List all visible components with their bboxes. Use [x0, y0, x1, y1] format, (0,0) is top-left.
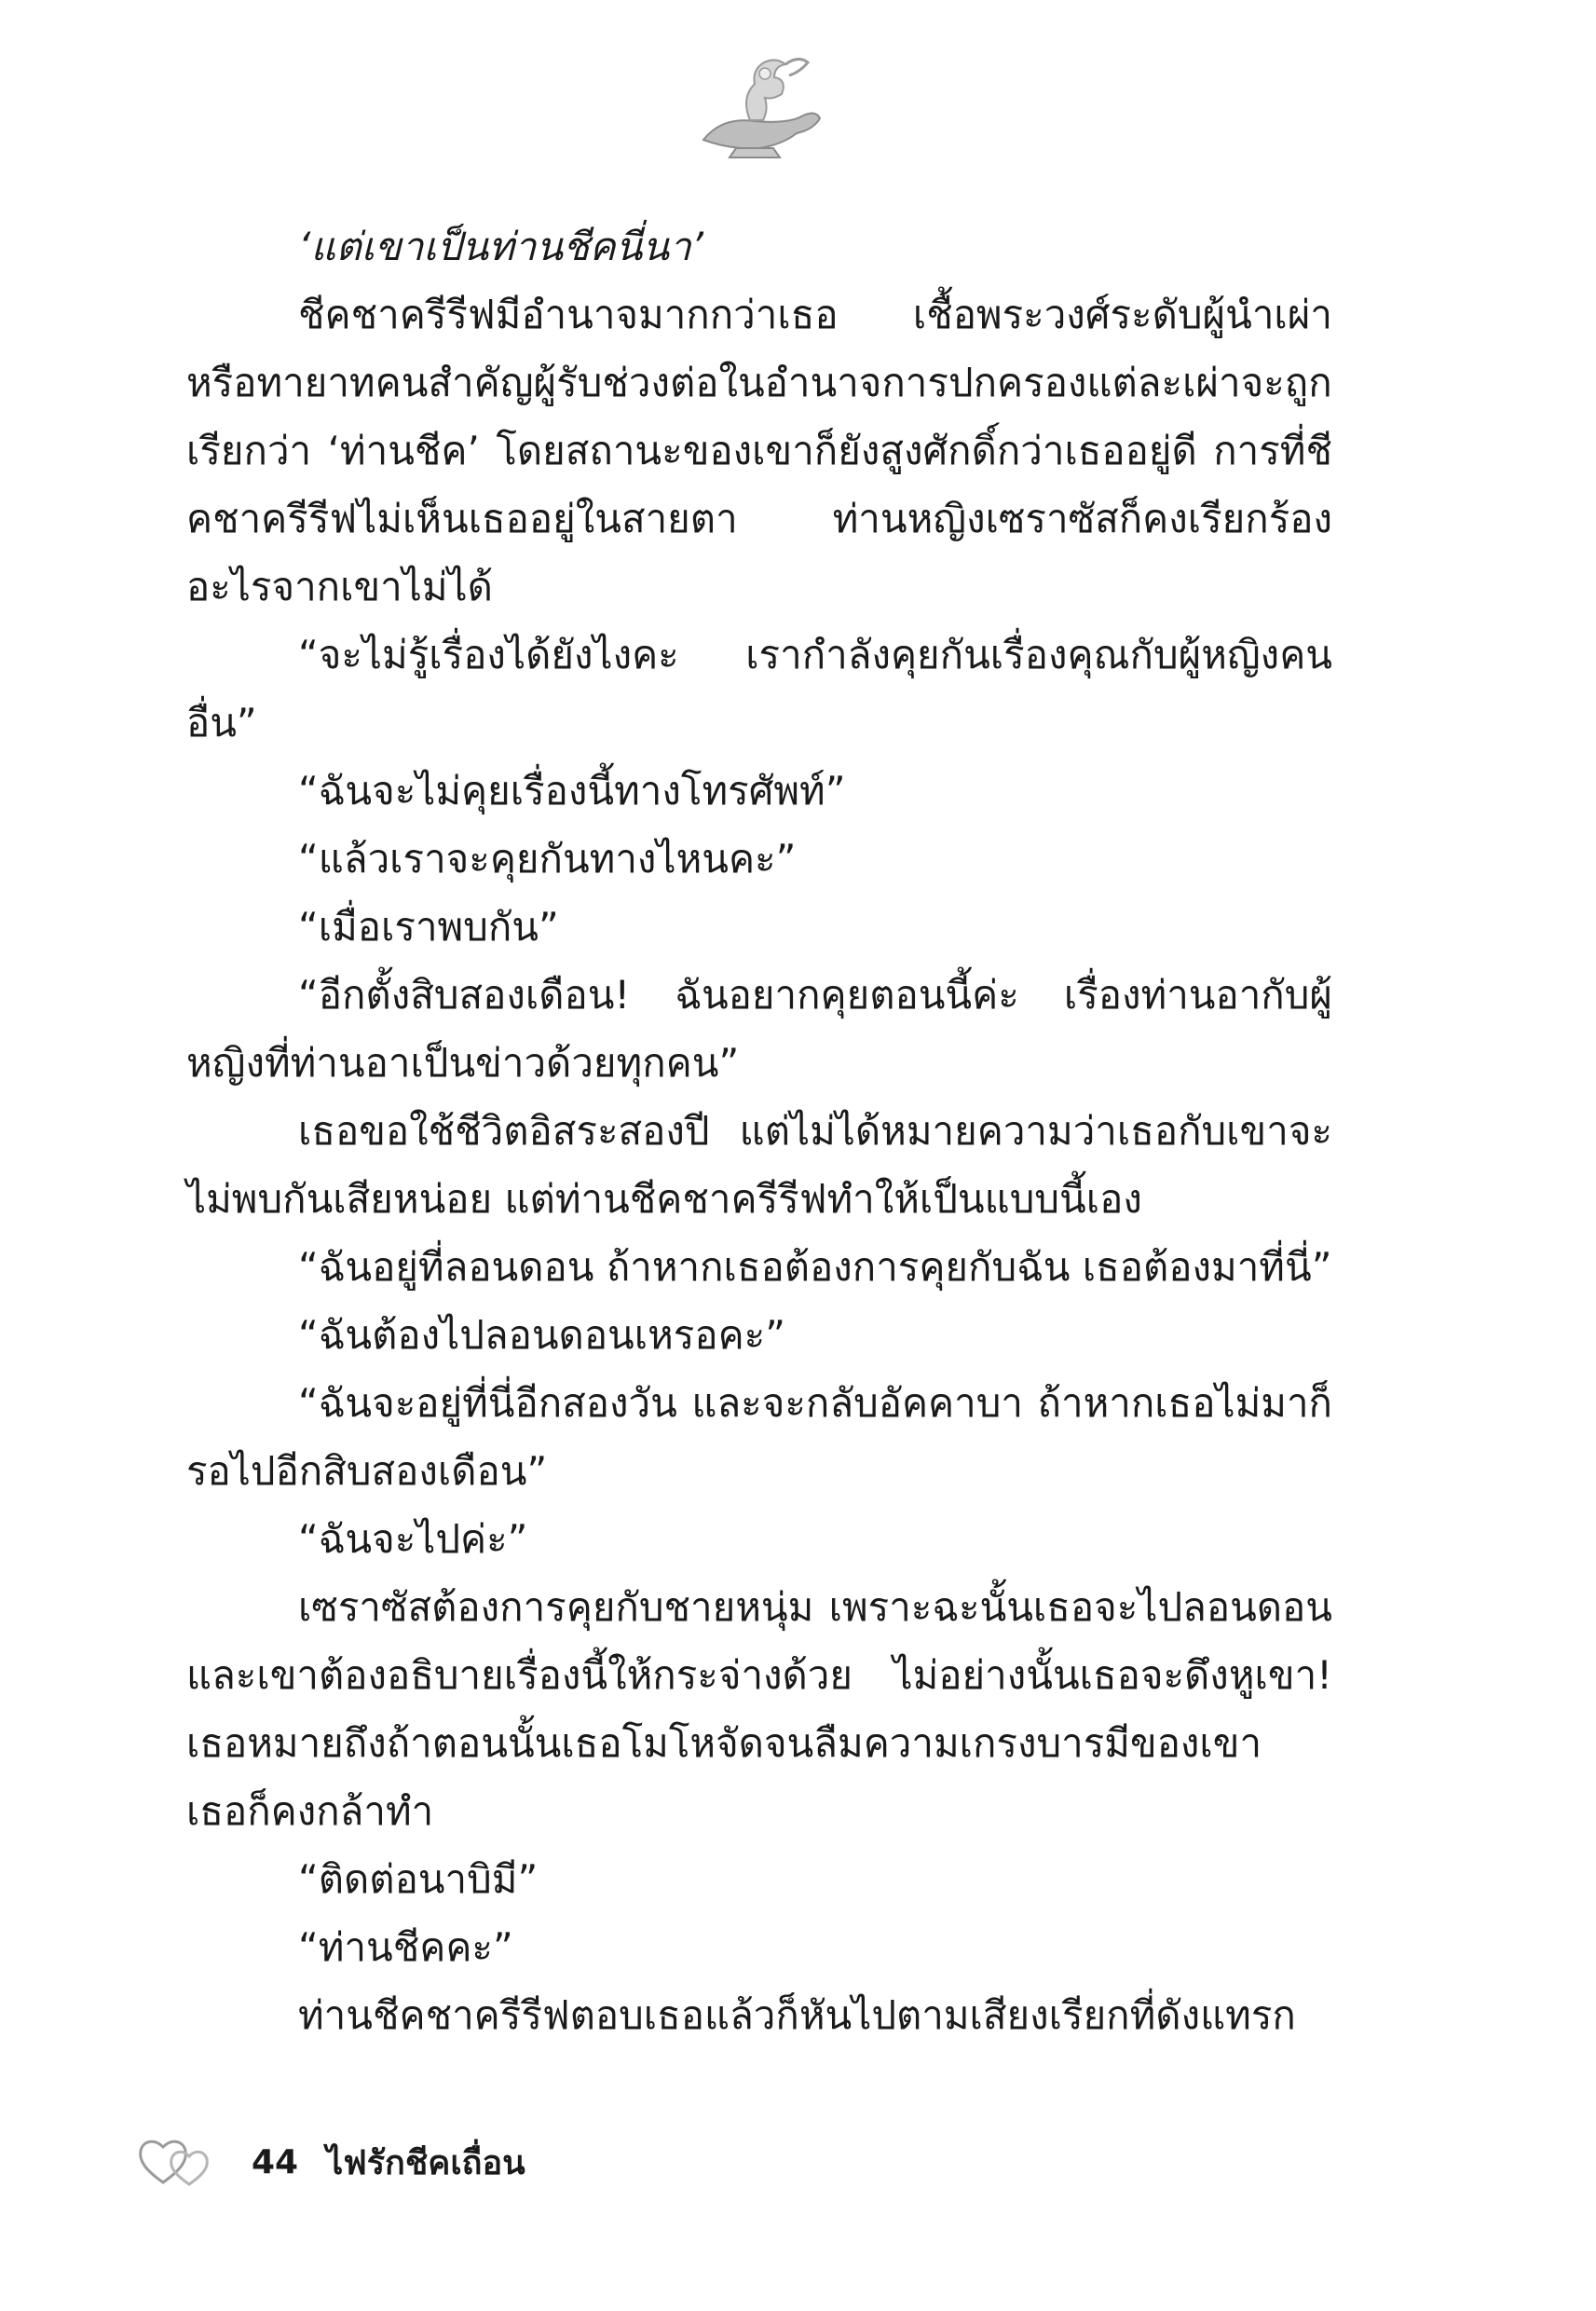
paragraph: เธอขอใช้ชีวิตอิสระสองปี แต่ไม่ได้หมายความว่าเธอกับเขาจะไม่พบกันเสียหน่อย แต่ท่านชีคชาครีรีฟทำให้เป็นแบบนี้เอง	[186, 1108, 1332, 1222]
paragraph: “อีกตั้งสิบสองเดือน! ฉันอยากคุยตอนนี้ค่ะ เรื่องท่านอากับผู้หญิงที่ท่านอาเป็นข่าวด้วยทุกคน”	[186, 972, 1332, 1086]
page-number: 44	[252, 2142, 299, 2181]
paragraph: เซราซัสต้องการคุยกับชายหนุ่ม เพราะฉะนั้นเธอจะไปลอนดอนและเขาต้องอธิบายเรื่องนี้ให้กระจ่างด้วย ไม่อย่างนั้นเธอจะดึงหูเขา! เธอหมายถึงถ้าตอนนั้นเธอโมโหจัดจนลืมความเกรงบารมีของเขา เธอก็คงกล้าทำ	[186, 1584, 1332, 1834]
genie-lamp-ornament-icon	[685, 51, 825, 163]
paragraph: “ฉันจะอยู่ที่นี่อีกสองวัน และจะกลับอัคคาบา ถ้าหากเธอไม่มาก็รอไปอีกสิบสองเดือน”	[186, 1380, 1332, 1494]
paragraph: “จะไม่รู้เรื่องได้ยังไงคะ เรากำลังคุยกันเรื่องคุณกับผู้หญิงคนอื่น”	[186, 632, 1332, 745]
hearts-icon	[135, 2134, 224, 2190]
book-title: ไฟรักชีคเถื่อน	[326, 2143, 525, 2182]
paragraph: “ฉันอยู่ที่ลอนดอน ถ้าหากเธอต้องการคุยกับฉัน เธอต้องมาที่นี่”	[298, 1244, 1332, 1290]
paragraph: “ฉันจะไม่คุยเรื่องนี้ทางโทรศัพท์”	[298, 768, 846, 814]
paragraph: ‘แต่เขาเป็นท่านชีคนี่นา’	[298, 224, 704, 269]
paragraph: “ติดต่อนาบิมี”	[298, 1856, 539, 1902]
paragraph: ท่านชีคชาครีรีฟตอบเธอแล้วก็หันไปตามเสียงเรียกที่ดังแทรก	[298, 1992, 1296, 2038]
page-footer	[135, 2134, 525, 2190]
body-text	[186, 212, 1332, 2049]
paragraph: “ฉันจะไปค่ะ”	[298, 1516, 528, 1562]
paragraph: “เมื่อเราพบกัน”	[298, 904, 559, 950]
paragraph: ชีคชาครีรีฟมีอำนาจมากกว่าเธอ เชื้อพระวงศ์ระดับผู้นำเผ่า หรือทายาทคนสำคัญผู้รับช่วงต่อในอำนาจการปกครองแต่ละเผ่าจะถูกเรียกว่า ‘ท่านชีค’ โดยสถานะของเขาก็ยังสูงศักดิ์กว่าเธออยู่ดี การที่ชีคชาครีรีฟไม่เห็นเธออยู่ในสายตา ท่านหญิงเซราซัสก็คงเรียกร้องอะไรจากเขาไม่ได้	[186, 292, 1332, 609]
paragraph: “ท่านชีคคะ”	[298, 1924, 513, 1970]
paragraph: “ฉันต้องไปลอนดอนเหรอคะ”	[298, 1312, 785, 1358]
paragraph: “แล้วเราจะคุยกันทางไหนคะ”	[298, 836, 797, 882]
